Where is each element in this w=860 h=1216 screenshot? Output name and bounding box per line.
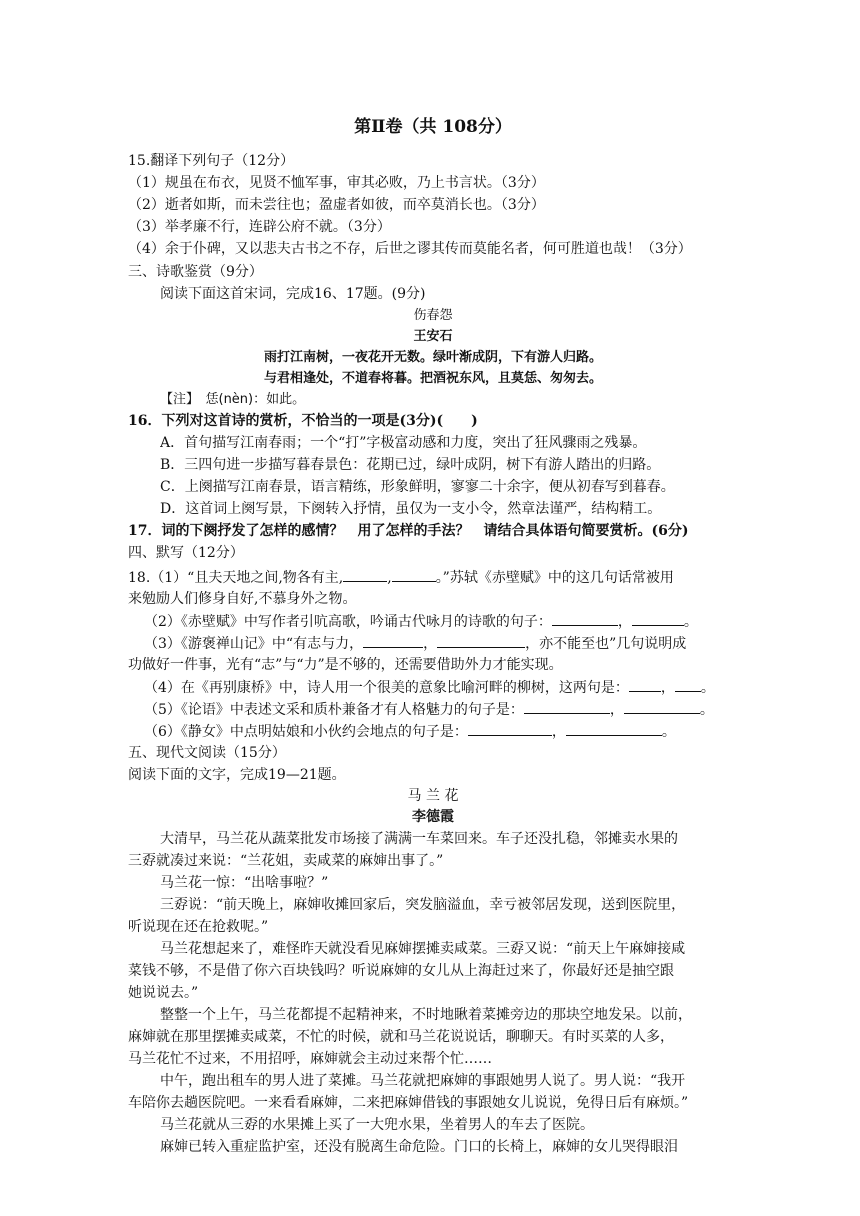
story-p6-line-2: 车陪你去趟医院吧。一来看看麻婶，二来把麻婶借钱的事跟她女儿说说，免得日后有麻烦。” [128, 1095, 689, 1111]
q18-6-blank-2[interactable] [566, 721, 662, 736]
q18-6-sep: ， [551, 724, 566, 740]
story-author: 李德霞 [412, 809, 454, 825]
story-p1-line-1: 大清早，马兰花从蔬菜批发市场接了满满一车菜回来。车子还没扎稳，邻摊卖水果的 [160, 831, 678, 847]
q18-4-blank-2[interactable] [675, 677, 701, 692]
q18-2-text: （2）《赤壁赋》中写作者引吭高歌，吟诵古代咏月的诗歌的句子： [144, 614, 552, 630]
q16-option-d: D．这首词上阕写景，下阕转入抒情，虽仅为一支小令，然章法谨严，结构精工。 [160, 501, 662, 517]
q16-option-b: B．三四句进一步描写暮春景色：花期已过，绿叶成阴，树下有游人踏出的归路。 [160, 457, 661, 473]
poem-author: 王安石 [413, 329, 453, 344]
q18-2-sep: ， [617, 614, 632, 630]
q18-5-blank-2[interactable] [624, 699, 700, 714]
q18-5-sep: ， [609, 702, 624, 718]
q18-6-blank-1[interactable] [468, 721, 552, 736]
q18-1-text-c: 。”苏轼《赤壁赋》中的这几句话常被用 [435, 570, 674, 586]
q18-3-text-c: ，亦不能至也”几句说明成 [525, 636, 687, 652]
part5-header: 五、现代文阅读（15分） [128, 745, 286, 761]
q15-header: 15.翻译下列句子（12分） [128, 153, 295, 169]
q15-sentence-3: （3）举孝廉不行，连辟公府不就。（3分） [128, 219, 391, 235]
q18-6-end: 。 [661, 724, 676, 740]
q18-6-text: （6）《静女》中点明姑娘和小伙约会地点的句子是： [144, 724, 468, 740]
q15-sentence-4: （4）余于仆碑，又以悲夫古书之不存，后世之谬其传而莫能名者，何可胜道也哉！（3分） [128, 241, 692, 257]
story-p8: 麻婶已转入重症监护室，还没有脱离生命危险。门口的长椅上，麻婶的女儿哭得眼泪 [160, 1139, 678, 1155]
q18-4-end: 。 [700, 680, 715, 696]
story-p5-line-2: 麻婶就在那里摆摊卖咸菜，不忙的时候，就和马兰花说说话，聊聊天。有时买菜的人多， [128, 1029, 674, 1045]
part5-intro: 阅读下面的文字，完成19—21题。 [128, 767, 346, 783]
q18-3-line-1 [144, 633, 738, 655]
story-p3-line-2: 听说现在还在抢救呢。” [128, 919, 269, 935]
q15-sentence-1: （1）规虽在布衣，见贤不恤军事，审其必败，乃上书言状。（3分） [128, 175, 545, 191]
q18-1-blank-1[interactable] [343, 567, 387, 582]
q18-5-text: （5）《论语》中表述文采和质朴兼备才有人格魅力的句子是： [144, 702, 524, 718]
q18-1-text-b: , [387, 570, 392, 586]
q18-5-line [144, 699, 738, 721]
story-p1-line-2: 三孬就凑过来说：“兰花姐，卖咸菜的麻婶出事了。” [128, 853, 444, 869]
poem-line-1: 雨打江南树，一夜花开无数。绿叶渐成阴，下有游人归路。 [263, 350, 602, 365]
part3-intro: 阅读下面这首宋词，完成16、17题。(9分) [160, 286, 426, 302]
q18-2-end: 。 [683, 614, 698, 630]
story-p4-line-3: 她说说去。” [128, 985, 199, 1001]
story-title: 马 兰 花 [407, 788, 459, 804]
q18-3-line-2: 功做好一件事，光有“志”与“力”是不够的，还需要借助外力才能实现。 [128, 657, 563, 673]
q17-stem: 17．词的下阕抒发了怎样的感情？ 用了怎样的手法？ 请结合具体语句简要赏析。(6分) [128, 523, 689, 539]
q18-3-sep: ， [423, 636, 438, 652]
q18-5-end: 。 [699, 702, 714, 718]
q18-3-blank-1[interactable] [363, 633, 423, 648]
part4-header: 四、默写（12分） [128, 545, 244, 561]
q18-3-text-a: （3）《游褒禅山记》中“有志与力， [144, 636, 364, 652]
story-p7: 马兰花就从三孬的水果摊上买了一大兜水果，坐着男人的车去了医院。 [160, 1117, 594, 1133]
poem-line-2: 与君相逢处，不道春将暮。把酒祝东风，且莫恁、匆匆去。 [263, 371, 602, 386]
q18-3-blank-2[interactable] [437, 633, 525, 648]
story-p4-line-1: 马兰花想起来了，难怪昨天就没看见麻婶摆摊卖咸菜。三孬又说：“前天上午麻婶接咸 [160, 941, 686, 957]
q18-6-line [144, 721, 738, 743]
section-title: 第Ⅱ卷（共 108分） [354, 117, 512, 137]
story-p5-line-1: 整整一个上午，马兰花都提不起精神来，不时地瞅着菜摊旁边的那块空地发呆。以前， [160, 1007, 692, 1023]
q18-1-text-a: 18.（1）“且夫天地之间,物各有主, [128, 570, 344, 586]
q18-1-blank-2[interactable] [392, 567, 436, 582]
q16-stem: 16．下列对这首诗的赏析，不恰当的一项是(3分)( ) [128, 413, 478, 429]
part3-header: 三、诗歌鉴赏（9分） [128, 264, 263, 280]
q16-option-c: C．上阕描写江南春景，语言精练，形象鲜明，寥寥二十余字，便从初春写到暮春。 [160, 479, 675, 495]
story-p6-line-1: 中午，跑出租车的男人进了菜摊。马兰花就把麻婶的事跟她男人说了。男人说：“我开 [160, 1073, 686, 1089]
q18-4-sep: ， [660, 680, 675, 696]
q18-4-text: （4）在《再别康桥》中，诗人用一个很美的意象比喻河畔的柳树，这两句是： [144, 680, 629, 696]
story-p4-line-2: 菜钱不够，不是借了你六百块钱吗？听说麻婶的女儿从上海赶过来了，你最好还是抽空跟 [128, 963, 674, 979]
poem-note: 【注】 恁(nèn)：如此。 [160, 392, 306, 407]
q15-sentence-2: （2）逝者如斯，而未尝往也；盈虚者如彼，而卒莫消长也。（3分） [128, 197, 545, 213]
q18-2-blank-2[interactable] [632, 611, 684, 626]
q18-2-line [144, 611, 738, 633]
poem-title: 伤春怨 [413, 308, 453, 323]
story-p3-line-1: 三孬说：“前天晚上，麻婶收摊回家后，突发脑溢血，幸亏被邻居发现，送到医院里， [160, 897, 686, 913]
q18-4-blank-1[interactable] [629, 677, 661, 692]
story-p2: 马兰花一惊：“出啥事啦？” [160, 875, 329, 891]
q18-2-blank-1[interactable] [552, 611, 618, 626]
q18-4-line [144, 677, 738, 699]
q18-5-blank-1[interactable] [524, 699, 610, 714]
q18-1-line-2: 来勉励人们修身自好,不慕身外之物。 [128, 591, 357, 607]
q16-option-a: A．首句描写江南春雨；一个“打”字极富动感和力度，突出了狂风骤雨之残暴。 [160, 435, 647, 451]
q18-1-line-1 [128, 567, 738, 589]
story-p5-line-3: 马兰花忙不过来，不用招呼，麻婶就会主动过来帮个忙…… [128, 1051, 492, 1067]
